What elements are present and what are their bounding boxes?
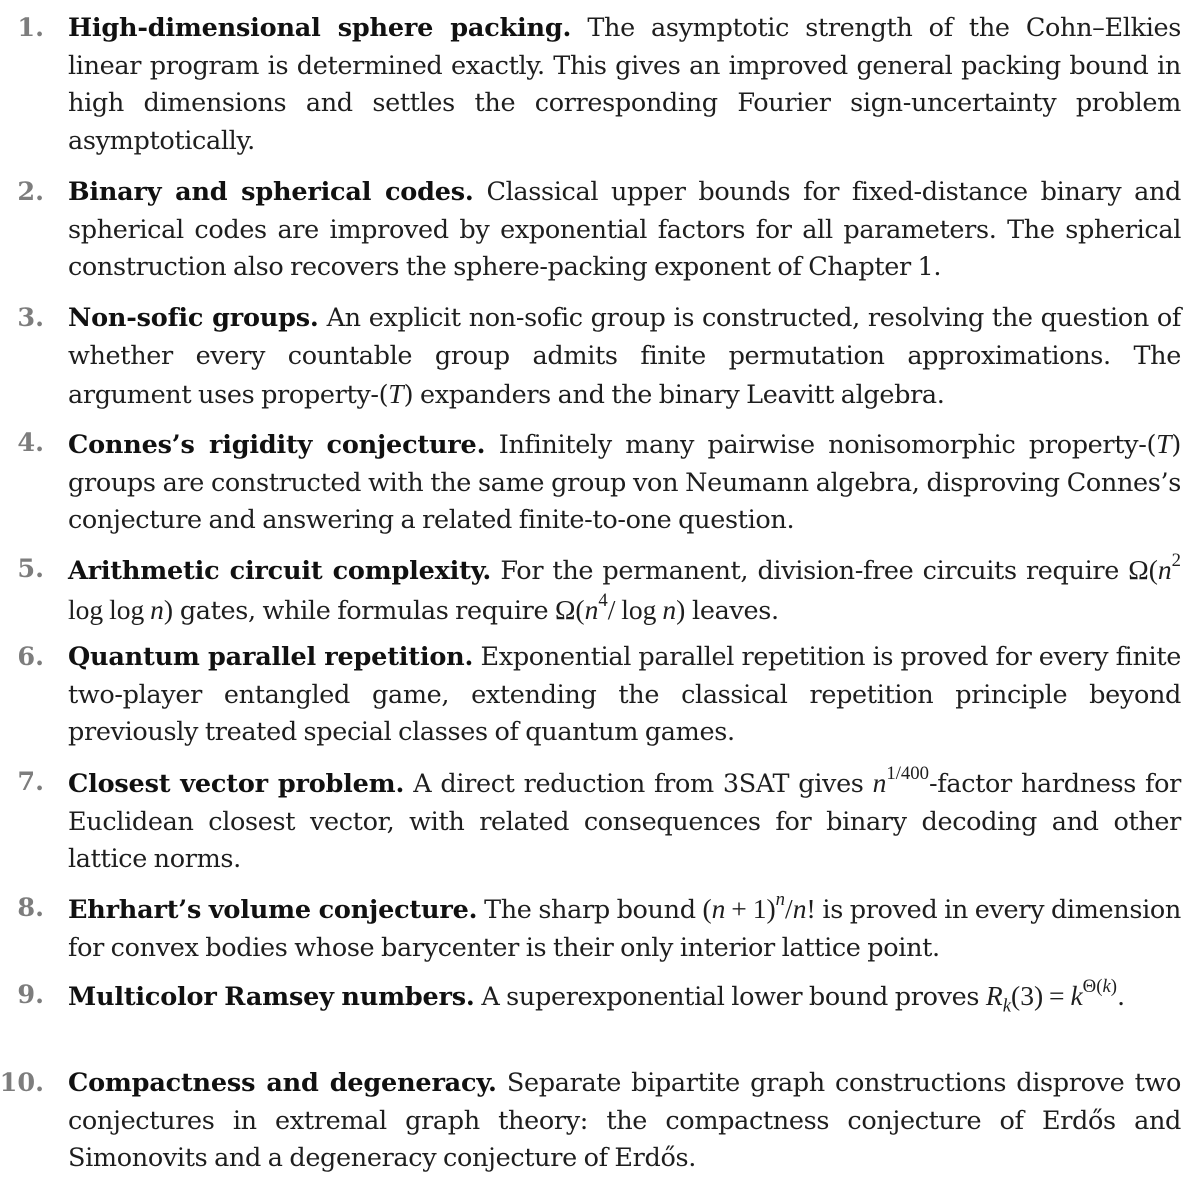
item-text-after: is proved in every dimension for convex bodies whose barycenter is their only interior lattice point.: [68, 895, 1181, 963]
list-item: [17, 10, 1181, 160]
math-hardness-factor: $n^{1/400}$: [872, 763, 930, 798]
item-title: High-dimensional sphere packing.: [68, 13, 572, 43]
item-number: 7.: [17, 767, 44, 797]
item-text: Infinitely many pairwise nonisomorphic property-(: [485, 430, 1157, 460]
item-title: Connes’s rigidity conjecture.: [68, 430, 486, 460]
item-number: 9.: [17, 980, 44, 1010]
item-text: Exponential parallel repetition is proved for every finite two-player entangled game, extending the classical repetition principle beyond previously treated special classes of quantum games.: [68, 642, 1182, 748]
item-number: 5.: [17, 554, 44, 584]
list-item: [17, 639, 1182, 752]
item-text: A superexponential lower bound proves: [474, 982, 986, 1012]
list-item: [17, 174, 1181, 287]
item-text: The asymptotic strength of the Cohn–Elkies linear program is determined exactly. This gives an improved general packing bound in high dimensions and settles the corresponding Fourier sign-uncertainty problem asymptotically.: [68, 13, 1181, 156]
item-text: A direct reduction from 3SAT gives: [404, 769, 873, 799]
item-number: 10.: [0, 1068, 44, 1098]
item-number: 3.: [17, 303, 44, 333]
item-title: Closest vector problem.: [68, 769, 405, 799]
item-text-after: ) expanders and the binary Leavitt algebra.: [403, 380, 945, 411]
math-ramsey-bound: $R_k(3) = k^{\Theta(k)}$: [985, 976, 1117, 1017]
item-text-after: .: [1116, 982, 1125, 1012]
item-text: An explicit non-sofic group is constructed, resolving the question of whether every countable group admits finite permutation approximations. The argument uses property-(: [68, 303, 1182, 411]
item-text: Classical upper bounds for fixed-distance binary and spherical codes are improved by exponential factors for all parameters. The spherical construction also recovers the sphere-packing exponent of Chapter 1.: [68, 177, 1181, 283]
item-title: Compactness and degeneracy.: [68, 1068, 497, 1098]
list-item: [17, 300, 1182, 415]
math-circuit-bound: $\Omega(n^2$ log log n): [68, 550, 1181, 625]
math-volume-bound: $(n + 1)^n/n$!: [702, 889, 816, 924]
item-title: Quantum parallel repetition.: [68, 642, 474, 672]
item-number: 4.: [17, 428, 44, 458]
item-title: Non-sofic groups.: [68, 303, 319, 333]
item-text: The sharp bound: [477, 895, 703, 925]
item-title: Multicolor Ramsey numbers.: [68, 982, 475, 1012]
list-item: [17, 889, 1181, 967]
item-number: 1.: [17, 13, 44, 43]
item-text-after: -factor hardness for Euclidean closest vector, with related consequences for binary decoding and other lattice norms.: [68, 769, 1181, 875]
item-title: Ehrhart’s volume conjecture.: [68, 895, 478, 925]
list-item: [17, 425, 1181, 540]
list-item: [0, 1065, 1181, 1178]
item-text-after: leaves.: [685, 595, 779, 626]
item-number: 6.: [17, 642, 44, 672]
list-item: [17, 976, 1181, 1017]
item-text-after: ) groups are constructed with the same group von Neumann algebra, disproving Connes’s conjecture and answering a related finite-to-one question.: [68, 430, 1181, 536]
item-text: Separate bipartite graph constructions disprove two conjectures in extremal graph theory: the compactness conjecture of Erdős and Simonovits and a degeneracy conjecture of Erdős.: [68, 1068, 1181, 1174]
item-text-mid: gates, while formulas require: [173, 595, 555, 626]
item-number: 8.: [17, 893, 44, 923]
item-number: 2.: [17, 177, 44, 207]
list-item: [17, 763, 1181, 879]
math-formula-bound: $\Omega(n^4/$ log n): [554, 589, 686, 625]
item-title: Arithmetic circuit complexity.: [68, 556, 492, 586]
list-item: [17, 550, 1181, 630]
item-title: Binary and spherical codes.: [68, 177, 474, 207]
item-text: For the permanent, division-free circuits require: [491, 556, 1129, 586]
math-property-t: T: [388, 378, 404, 410]
math-property-t: T: [1156, 428, 1172, 459]
